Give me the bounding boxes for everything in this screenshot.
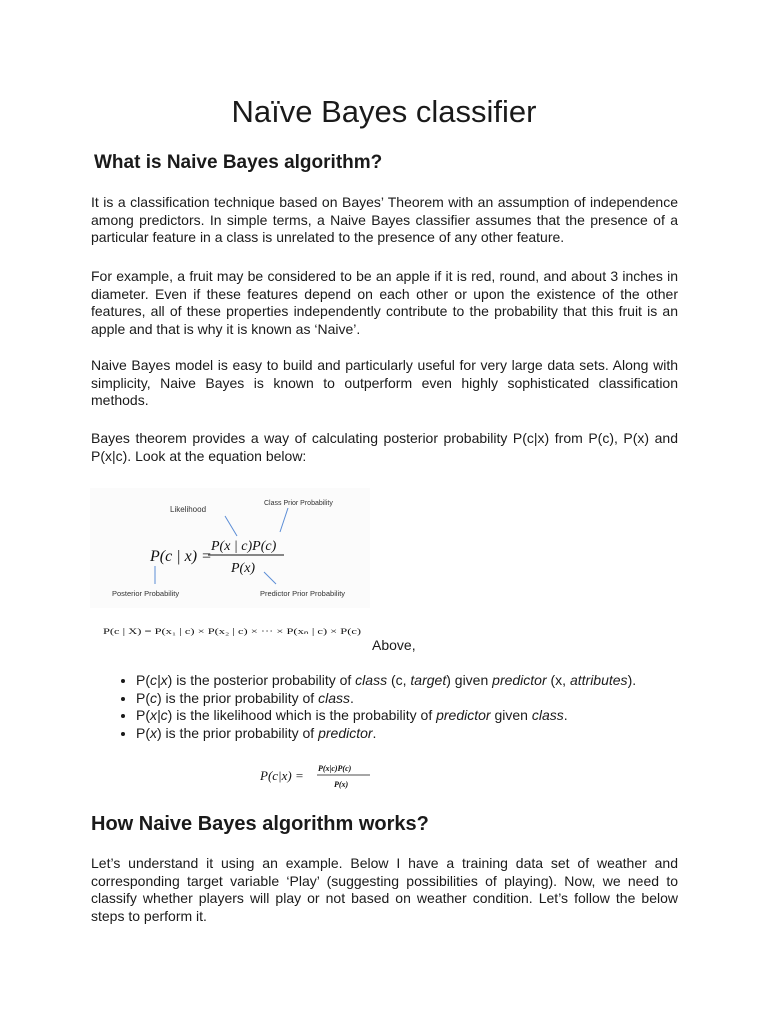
equation-lhs: P(c | x) = [150, 548, 212, 565]
paragraph-model: Naive Bayes model is easy to build and particularly useful for very large data sets. Along with simplicity, Naive Bayes is known to outperform even highly sophisticated classification methods. [91, 357, 678, 408]
equation-numerator: P(x | c)P(c) [211, 539, 277, 554]
paragraph-intro: It is a classification technique based on Bayes’ Theorem with an assumption of independence among predictors. In simple terms, a Naive Bayes classifier assumes that the presence of a particular feature in a class is unrelated to the presence of any other feature. [91, 194, 678, 245]
bayes-formula-figure [90, 488, 370, 608]
definition-item: • P(x) is the prior probability of predictor. [136, 725, 636, 743]
label-likelihood: Likelihood [170, 505, 207, 514]
definition-item: • P(c) is the prior probability of class. [136, 690, 636, 708]
equation2-denominator: P(x) [334, 780, 349, 789]
bayes-equation-small [260, 760, 380, 792]
label-predictor-prior: Predictor Prior Probability [260, 589, 346, 598]
paragraph-example: For example, a fruit may be considered to be an apple if it is red, round, and about 3 inches in diameter. Even if these features depend on each other or upon the existence of the other features, all of these properties independently contribute to the probability that this fruit is an apple and that is why it is known as ‘Naive’. [91, 268, 678, 337]
definition-item: • P(x|c) is the likelihood which is the probability of predictor given class. [136, 707, 636, 725]
equation2-numerator: P(x|c)P(c) [318, 764, 352, 773]
definition-list [110, 672, 636, 742]
chain-equation-text: P(c | X) = P(x₁ | c) × P(x₂ | c) × ··· × P(xₙ | c) × P(c) [103, 626, 362, 636]
paragraph-example-intro: Let’s understand it using an example. Below I have a training data set of weather and corresponding target variable ‘Play’ (suggesting possibilities of playing). Now, we need to classify whether players will play or not based on weather condition. Let’s follow the below steps to perform it. [91, 855, 678, 924]
above-label: Above, [372, 637, 416, 653]
section-heading-how-works: How Naive Bayes algorithm works? [91, 813, 429, 835]
label-class-prior: Class Prior Probability [264, 500, 333, 507]
paragraph-theorem: Bayes theorem provides a way of calculating posterior probability P(c|x) from P(c), P(x) and P(x|c). Look at the equation below: [91, 430, 678, 464]
equation-denominator: P(x) [231, 561, 256, 576]
label-posterior: Posterior Probability [112, 589, 180, 598]
equation2-lhs: P(c|x) = [260, 768, 304, 783]
definition-item: • P(c|x) is the posterior probability of class (c, target) given predictor (x, attributes). [136, 672, 636, 690]
page-title: Naïve Bayes classifier [231, 94, 537, 129]
naive-chain-equation [103, 624, 365, 638]
section-heading-what-is: What is Naive Bayes algorithm? [94, 152, 383, 173]
